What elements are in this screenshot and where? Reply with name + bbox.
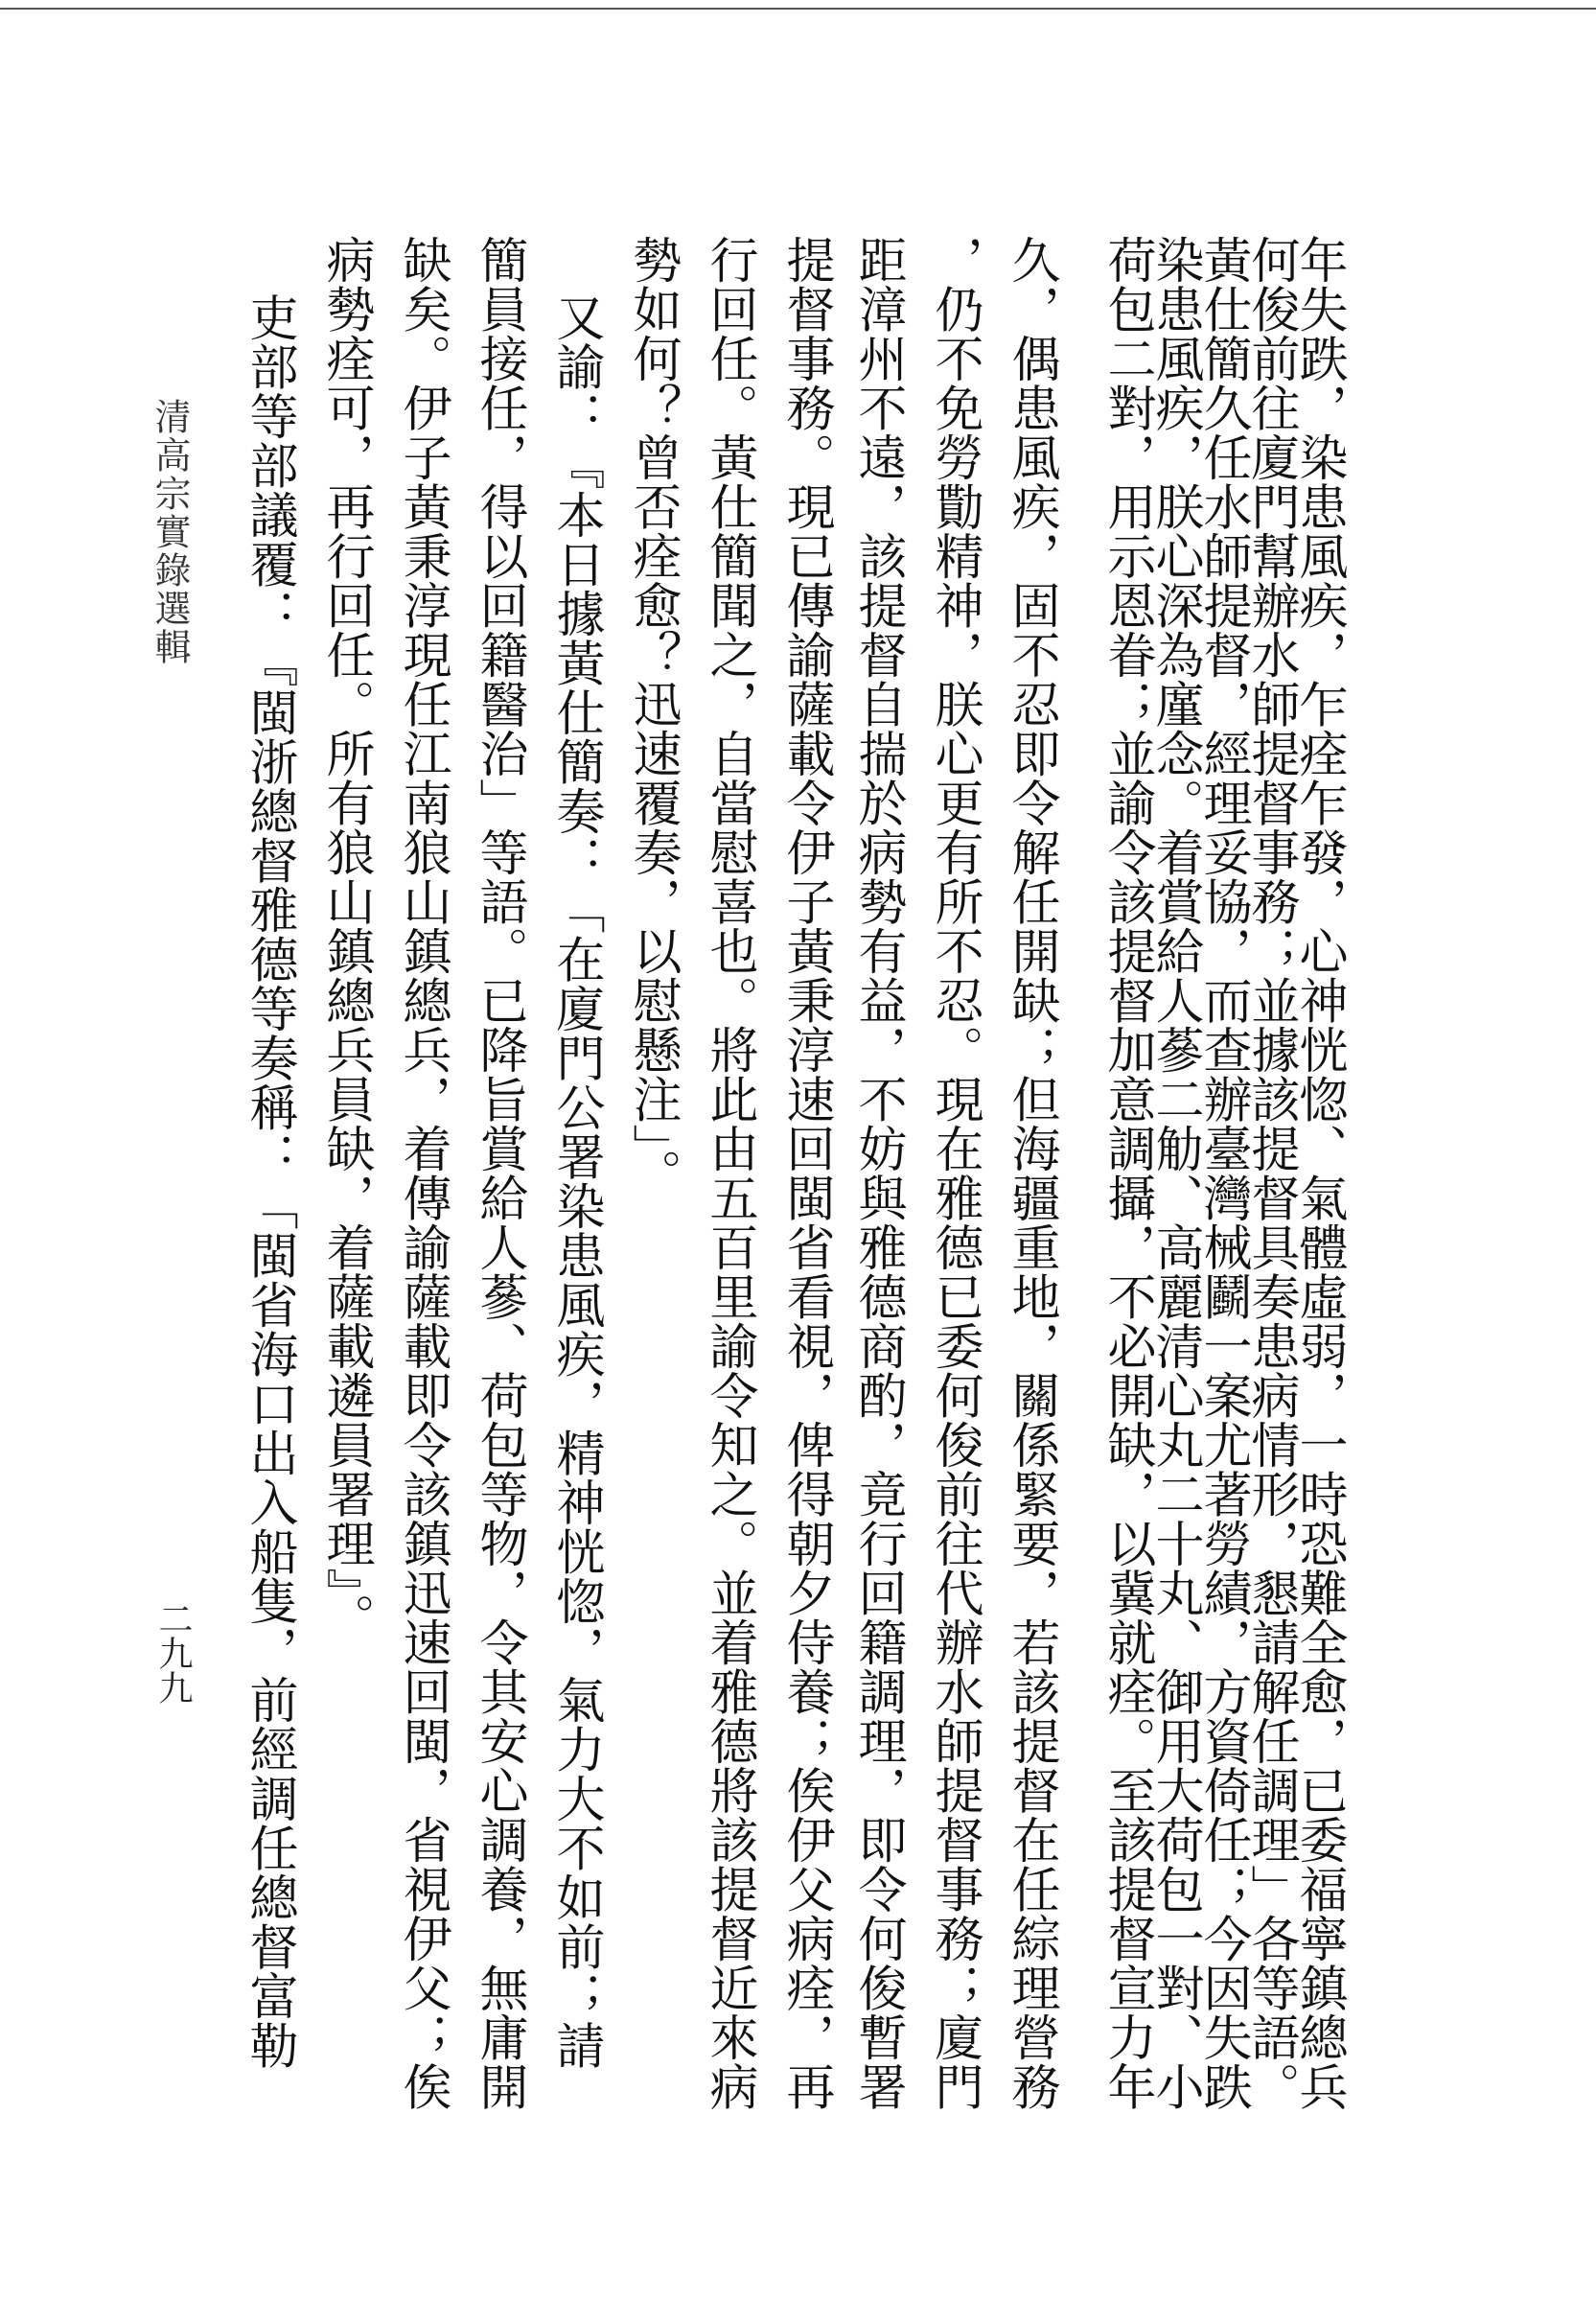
text-column: 吏部等部議覆：『閩浙總督雅德等奏稱：「閩省海口出入船隻，前經調任總督富勒	[241, 292, 297, 2070]
text-column: 年失跌，染患風疾，乍痊乍發，心神恍惚、氣體虛弱，一時恐難全愈，已委福寧鎮總兵	[1290, 235, 1347, 2111]
text-column: 距漳州不遠，該提督自揣於病勢有益，不妨與雅德商酌，竟行回籍調理，即令何俊暫署	[849, 235, 906, 2111]
text-column: 病勢痊可，再行回任。所有狼山鎮總兵員缺，着薩載遴員署理』。	[317, 235, 374, 1642]
text-column: 勢如何？曾否痊愈？迅速覆奏，以慰懸注」。	[624, 235, 681, 1198]
text-column: 提督事務。現已傳諭薩載令伊子黃秉淳速回閩省看視，俾得朝夕侍養；俟伊父病痊，再	[777, 235, 834, 2111]
top-border-line	[0, 8, 1596, 10]
text-column: 又諭：『本日據黃仕簡奏：「在廈門公署染患風疾，精神恍惚，氣力大不如前；請	[547, 292, 604, 2070]
text-column: 何俊前往廈門幫辦水師提督事務；並據該提督具奏患病情形，懇請解任調理」各等語。	[1242, 235, 1299, 2111]
text-column: 染患風疾，朕心深為廑念。着賞給人蔘二觔、高麗清心丸二十丸、御用大荷包一對、小	[1146, 235, 1203, 2111]
running-title: 清高宗實錄選輯	[149, 398, 191, 666]
text-column: ，仍不免勞勩精神，朕心更有所不忍。現在雅德已委何俊前往代辦水師提督事務；廈門	[926, 235, 983, 2111]
text-column: 黃仕簡久任水師提督，經理妥協，而查辦臺灣械鬬一案尤著勞績，方資倚任；今因失跌	[1194, 235, 1251, 2111]
text-column: 久，偶患風疾，固不忍即令解任開缺；但海疆重地，關係緊要，若該提督在任綜理營務	[1003, 235, 1059, 2111]
text-column: 行回任。黃仕簡聞之，自當慰喜也。將此由五百里諭令知之。並着雅德將該提督近來病	[701, 235, 757, 2111]
text-column: 缺矣。伊子黃秉淳現任江南狼山鎮總兵，着傳諭薩載即令該鎮迅速回閩，省視伊父；俟	[394, 235, 451, 2111]
text-column: 荷包二對，用示恩眷；並諭令該提督加意調攝，不必開缺，以冀就痊。至該提督宣力年	[1099, 235, 1155, 2111]
text-column: 簡員接任，得以回籍醫治」等語。已降旨賞給人蔘、荷包等物，令其安心調養，無庸開	[471, 235, 527, 2111]
page-number: 二九九	[153, 1601, 193, 1705]
